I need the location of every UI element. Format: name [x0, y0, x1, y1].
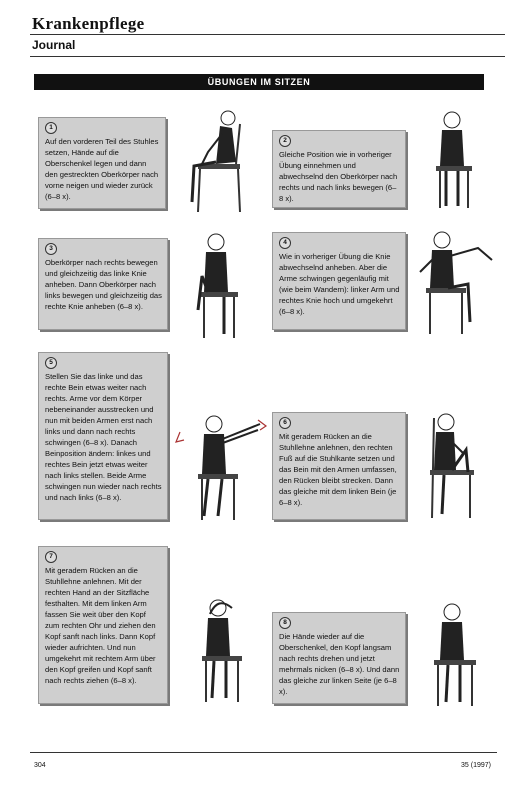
figure-exercise-5: [174, 412, 270, 522]
exercise-text: Gleiche Position wie in vorheriger Übung einnehmen und abwechselnd den Oberkörper nach rechts und nach links bewegen (6–8 x).: [279, 150, 398, 203]
header-title: Krankenpflege: [32, 14, 145, 33]
figure-exercise-8: [420, 598, 490, 708]
exercise-card-3: [38, 238, 168, 330]
figure-exercise-2: [418, 108, 488, 210]
figure-exercise-4: [408, 226, 498, 336]
exercise-number: 1: [45, 122, 57, 134]
exercise-number: 3: [45, 243, 57, 255]
exercise-card-6: [272, 412, 406, 520]
exercise-card-2: [272, 130, 406, 208]
exercise-text: Auf den vorderen Teil des Stuhles setzen, Hände auf die Oberschenkel legen und dann den gestreckten Oberkörper nach vorne neigen und wieder zurück (6–8 x).: [45, 137, 159, 201]
exercise-number: 5: [45, 357, 57, 369]
footer-rule: [30, 752, 497, 753]
figure-exercise-3: [184, 230, 250, 340]
exercise-text: Mit geradem Rücken an die Stuhllehne anlehnen. Mit der rechten Hand an der Sitzfläche festhalten. Mit dem linken Arm fassen Sie weit über den Kopf zum rechten Ohr und ziehen den Kopf sanft nach links. Dann Kopf wieder aufrichten. Und nun umgekehrt mit rechtem Arm über den Kopf greifen und Kopf sanft nach rechts ziehen (6–8 x).: [45, 566, 156, 685]
exercise-number: 7: [45, 551, 57, 563]
exercise-number: 8: [279, 617, 291, 629]
exercise-card-1: [38, 117, 166, 209]
section-title: ÜBUNGEN IM SITZEN: [34, 74, 484, 90]
exercise-number: 6: [279, 417, 291, 429]
header-rule-bottom: [30, 56, 505, 57]
header-rule-top: [30, 34, 505, 35]
exercise-text: Die Hände wieder auf die Oberschenkel, den Kopf langsam nach rechts drehen und jetzt mehrmals nicken (6–8 x). Und dann das gleiche zur linken Seite (je 6–8 x).: [279, 632, 400, 696]
exercise-text: Mit geradem Rücken an die Stuhllehne anlehnen, den rechten Fuß auf die Stuhlkante setzen und das Bein mit den Armen umfassen, den Rücken bleibt strecken. Dann das gleiche mit dem linken Bein (je 6–8 x).: [279, 432, 397, 507]
issue-label: 35 (1997): [461, 762, 491, 769]
exercise-card-7: [38, 546, 168, 704]
exercise-number: 2: [279, 135, 291, 147]
exercise-card-4: [272, 232, 406, 330]
figure-exercise-1: [180, 104, 270, 214]
figure-exercise-7: [188, 594, 254, 704]
header-subtitle: Journal: [32, 38, 76, 52]
figure-exercise-6: [418, 410, 488, 520]
exercise-text: Stellen Sie das linke und das rechte Bein etwas weiter nach rechts. Arme vor dem Körper nebeneinander ausstrecken und nun mit beiden Armen erst nach links und dann nach rechts schwingen (6–8 x). Danach Beinposition ändern: linkes und rechtes Bein jetzt etwas weiter nach links stellen. Beide Arme schwingen nun wieder nach rechts und nach links (6–8 x).: [45, 372, 162, 502]
page-number: 304: [34, 762, 46, 769]
exercise-card-8: [272, 612, 406, 704]
exercise-text: Oberkörper nach rechts bewegen und gleichzeitig das linke Knie anheben. Dann Oberkörper nach links bewegen und gleichzeitig das rechte Knie anheben (6–8 x).: [45, 258, 162, 311]
exercise-card-5: [38, 352, 168, 520]
exercise-number: 4: [279, 237, 291, 249]
exercise-text: Wie in vorheriger Übung die Knie abwechselnd anheben. Aber die Arme schwingen gegenläufig mit (wie beim Wandern): linker Arm und rechtes Knie hoch und umgekehrt (6–8 x).: [279, 252, 400, 316]
